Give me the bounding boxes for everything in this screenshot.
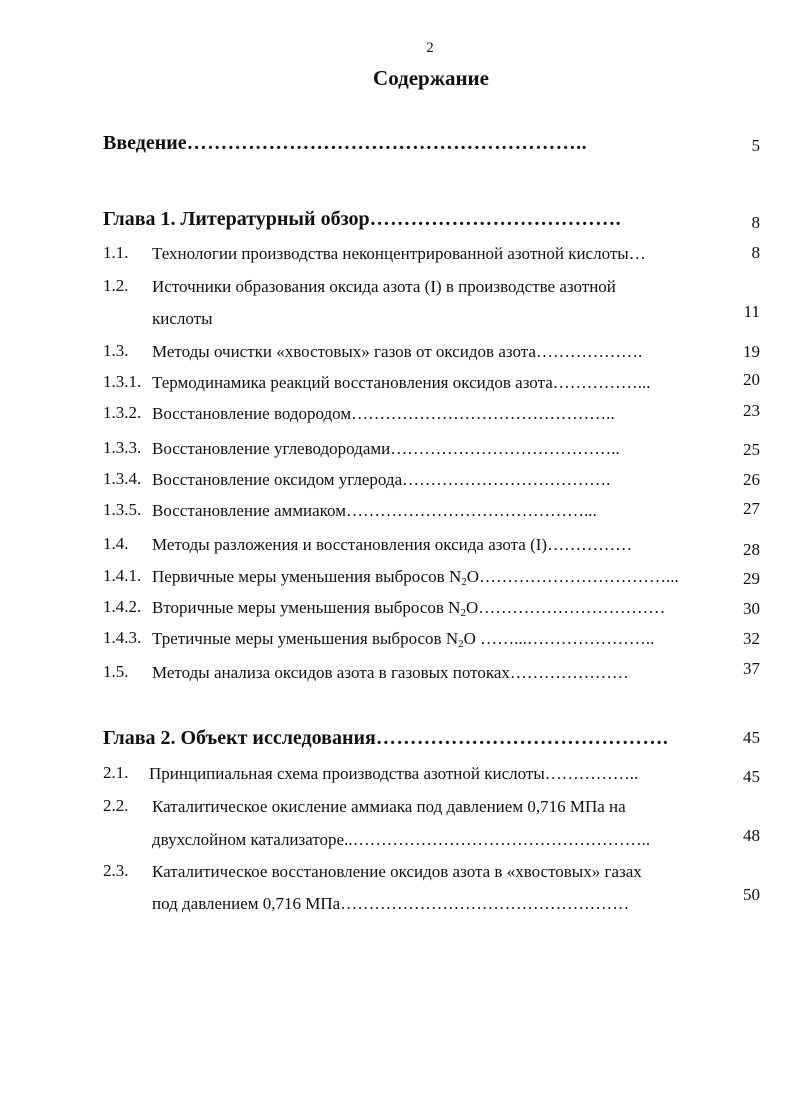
toc-title: Первичные меры уменьшения выбросов N xyxy=(152,567,462,586)
toc-entry xyxy=(149,763,638,785)
toc-entry-continued xyxy=(152,829,650,851)
dot-leader: …………….. xyxy=(544,764,639,783)
dot-leader: ……………... xyxy=(552,373,651,392)
toc-title-suffix: O xyxy=(465,598,479,617)
toc-page: 11 xyxy=(743,302,760,321)
toc-entry xyxy=(152,438,620,460)
toc-number: 2.1. xyxy=(103,763,129,782)
toc-entry xyxy=(152,566,679,588)
toc-title-continued: двухслойном катализаторе.. xyxy=(152,830,353,849)
toc-number: 1.1. xyxy=(103,243,129,262)
toc-entry xyxy=(152,500,597,522)
toc-title: Каталитическое окисление аммиака под давлением 0,716 МПа на xyxy=(152,797,626,816)
toc-title: Методы анализа оксидов азота в газовых потоках xyxy=(152,663,510,682)
toc-page: 45 xyxy=(743,767,760,786)
dot-leader: ……...………………….. xyxy=(475,629,655,648)
toc-title: Глава 1. Литературный обзор xyxy=(103,208,370,230)
toc-number: 1.4.1. xyxy=(103,566,142,585)
dot-leader: …………… xyxy=(547,535,633,554)
dot-leader: ………………………………………………….. xyxy=(186,132,588,154)
toc-title: Принципиальная схема производства азотной кислоты xyxy=(149,764,545,783)
dot-leader: …………………………………………… xyxy=(340,894,630,913)
toc-number: 2.2. xyxy=(103,796,129,815)
toc-title: Методы очистки «хвостовых» газов от оксидов азота xyxy=(152,342,536,361)
toc-entry xyxy=(152,469,610,491)
dot-leader: ……………………………………. xyxy=(375,727,669,749)
dot-leader: ………………………………. xyxy=(402,470,611,489)
toc-entry-chapter-2 xyxy=(103,727,668,749)
dot-leader: ………………………………….. xyxy=(390,439,620,458)
toc-number: 1.3. xyxy=(103,341,129,360)
toc-title-suffix: O xyxy=(463,629,476,648)
toc-title: Восстановление углеводородами xyxy=(152,439,391,458)
toc-page: 8 xyxy=(751,213,760,232)
page-number: 2 xyxy=(426,40,434,56)
toc-page: 32 xyxy=(743,629,760,648)
dot-leader: …………………………………………….. xyxy=(352,830,651,849)
toc-page: 25 xyxy=(743,440,760,459)
toc-entry-intro xyxy=(103,132,587,154)
toc-number: 1.2. xyxy=(103,276,129,295)
toc-title-suffix: O xyxy=(466,567,480,586)
toc-page: 37 xyxy=(743,659,760,678)
toc-number: 2.3. xyxy=(103,861,129,880)
toc-entry-continued xyxy=(152,893,629,915)
toc-page: 27 xyxy=(743,499,760,518)
dot-leader: ………………………………. xyxy=(369,208,622,230)
toc-number: 1.3.1. xyxy=(103,372,142,391)
toc-number: 1.3.2. xyxy=(103,403,142,422)
dot-leader: ………………. xyxy=(535,342,643,361)
toc-entry xyxy=(152,372,651,394)
dot-leader: ……………………………... xyxy=(479,567,679,586)
toc-title: Восстановление оксидом углерода xyxy=(152,470,403,489)
toc-number: 1.3.3. xyxy=(103,438,142,457)
dot-leader: ………………… xyxy=(509,663,629,682)
toc-title-continued: под давлением 0,716 МПа xyxy=(152,894,341,913)
toc-title: Третичные меры уменьшения выбросов N xyxy=(152,629,459,648)
toc-page: 23 xyxy=(743,401,760,420)
toc-entry xyxy=(152,534,632,556)
toc-entry xyxy=(152,662,629,684)
subscript: 2 xyxy=(460,607,466,619)
toc-page: 5 xyxy=(751,136,760,155)
toc-number: 1.4.3. xyxy=(103,628,142,647)
toc-number: 1.4.2. xyxy=(103,597,142,616)
toc-title-continued: кислоты xyxy=(152,309,213,328)
toc-page: 28 xyxy=(743,540,760,559)
toc-page: 30 xyxy=(743,599,760,618)
toc-title: Каталитическое восстановление оксидов азота в «хвостовых» газах xyxy=(152,862,642,881)
toc-entry-chapter-1 xyxy=(103,208,621,230)
toc-page: 20 xyxy=(743,370,760,389)
subscript: 2 xyxy=(458,638,464,650)
toc-title: Термодинамика реакций восстановления оксидов азота xyxy=(152,373,553,392)
dot-leader: ……………………………………... xyxy=(346,501,597,520)
subscript: 2 xyxy=(461,576,467,588)
toc-title: Глава 2. Объект исследования xyxy=(103,727,376,749)
toc-title: Введение xyxy=(103,132,187,154)
toc-title: Восстановление аммиаком xyxy=(152,501,346,520)
toc-page: 19 xyxy=(743,342,760,361)
toc-entry xyxy=(152,403,615,425)
toc-number: 1.3.4. xyxy=(103,469,142,488)
toc-entry xyxy=(152,597,665,619)
toc-page: 48 xyxy=(743,826,760,845)
page-title: Содержание xyxy=(373,66,489,90)
toc-page: 26 xyxy=(743,470,760,489)
toc-page: 8 xyxy=(751,243,760,262)
toc-number: 1.3.5. xyxy=(103,500,142,519)
toc-page: 29 xyxy=(743,569,760,588)
toc-entry xyxy=(152,628,654,650)
toc-title: Вторичные меры уменьшения выбросов N xyxy=(152,598,461,617)
toc-title: Технологии производства неконцентрированной азотной кислоты… xyxy=(152,244,646,263)
toc-entry xyxy=(152,341,642,363)
dot-leader: ……………………………………….. xyxy=(351,404,615,423)
toc-title: Восстановление водородом xyxy=(152,404,352,423)
toc-title: Методы разложения и восстановления оксида азота (I) xyxy=(152,535,548,554)
toc-number: 1.5. xyxy=(103,662,129,681)
toc-page: 50 xyxy=(743,885,760,904)
toc-number: 1.4. xyxy=(103,534,129,553)
dot-leader: …………………………… xyxy=(478,598,666,617)
toc-page: 45 xyxy=(743,728,760,747)
toc-title: Источники образования оксида азота (I) в производстве азотной xyxy=(152,277,616,296)
